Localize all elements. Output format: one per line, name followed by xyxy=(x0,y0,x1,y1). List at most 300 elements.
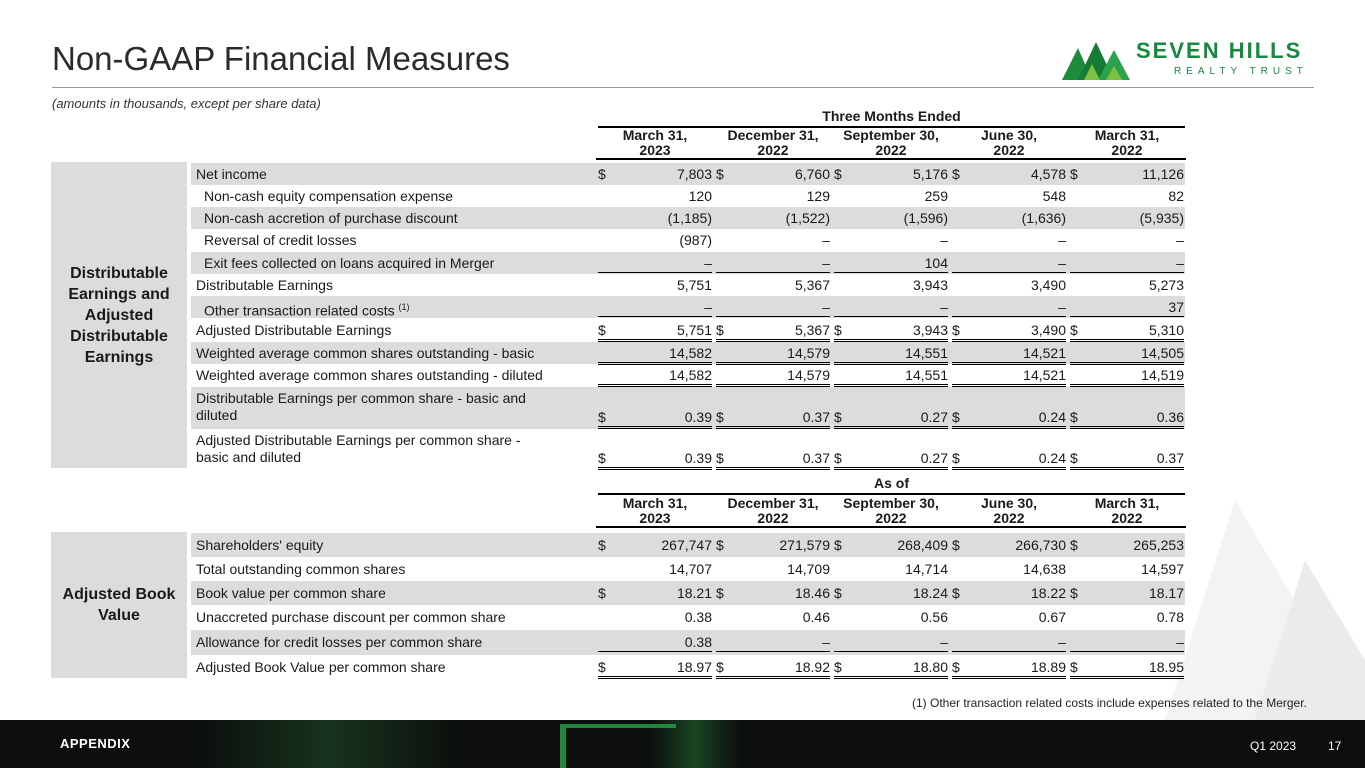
cell-value: 5,367 xyxy=(794,277,830,293)
cell-value: 18.24 xyxy=(912,585,948,601)
value-cell xyxy=(598,537,712,554)
row-label xyxy=(196,537,323,554)
row-label-text: Weighted average common shares outstanding - diluted xyxy=(196,367,543,383)
table-row xyxy=(191,207,1185,229)
value-cell xyxy=(952,322,1066,342)
value-cell xyxy=(1070,255,1184,273)
value-cell xyxy=(598,166,712,183)
row-label-text: Total outstanding common shares xyxy=(196,561,406,577)
value-cell xyxy=(834,255,948,273)
cell-value: – xyxy=(1176,634,1184,650)
value-cell xyxy=(716,255,830,273)
cell-value: (1,596) xyxy=(903,210,948,226)
cell-value: 0.38 xyxy=(684,609,712,625)
cell-value: – xyxy=(822,299,830,315)
value-cell xyxy=(598,561,712,578)
value-cell xyxy=(952,277,1066,294)
as-of-header: As of xyxy=(598,475,1185,495)
value-cell xyxy=(716,561,830,578)
currency-symbol: $ xyxy=(834,166,842,182)
currency-symbol: $ xyxy=(834,537,842,553)
column-header xyxy=(714,496,832,528)
currency-symbol: $ xyxy=(716,537,724,553)
value-cell xyxy=(952,345,1066,365)
cell-value: 3,943 xyxy=(912,277,948,293)
column-header-year: 2023 xyxy=(639,142,671,158)
value-cell xyxy=(834,659,948,679)
table-row xyxy=(191,163,1185,185)
value-cell xyxy=(716,450,830,470)
amounts-note: (amounts in thousands, except per share data) xyxy=(52,96,321,111)
distributable-earnings-side-label: Distributable Earnings and Adjusted Distributable Earnings xyxy=(51,162,187,468)
column-header xyxy=(596,128,714,160)
table-row xyxy=(191,296,1185,318)
cell-value: 18.89 xyxy=(1030,659,1066,675)
cell-value: 18.17 xyxy=(1148,585,1184,601)
value-cell xyxy=(716,322,830,342)
value-cell xyxy=(1070,409,1184,429)
column-header xyxy=(950,496,1068,528)
currency-symbol: $ xyxy=(598,409,606,425)
cell-value: (5,935) xyxy=(1139,210,1184,226)
value-cell xyxy=(952,609,1066,626)
currency-symbol: $ xyxy=(598,450,606,466)
currency-symbol: $ xyxy=(1070,585,1078,601)
table-row xyxy=(191,581,1185,605)
currency-symbol: $ xyxy=(952,450,960,466)
row-label xyxy=(196,585,386,602)
cell-value: 0.27 xyxy=(920,409,948,425)
column-header-year: 2022 xyxy=(875,510,907,526)
table-row xyxy=(191,274,1185,296)
value-cell xyxy=(598,367,712,387)
row-label xyxy=(196,634,482,651)
value-cell xyxy=(598,232,712,249)
cell-value: – xyxy=(1058,255,1066,271)
value-cell xyxy=(1070,537,1184,554)
currency-symbol: $ xyxy=(952,322,960,338)
column-header-period: March 31, xyxy=(622,127,688,143)
cell-value: – xyxy=(940,634,948,650)
cell-value: 0.27 xyxy=(920,450,948,466)
cell-value: (1,185) xyxy=(667,210,712,226)
column-header-period: March 31, xyxy=(622,495,688,511)
cell-value: 120 xyxy=(688,188,712,204)
currency-symbol: $ xyxy=(716,659,724,675)
row-label-text: Unaccreted purchase discount per common share xyxy=(196,609,506,625)
cell-value: 14,707 xyxy=(669,561,712,577)
value-cell xyxy=(598,210,712,227)
cell-value: 14,505 xyxy=(1141,345,1184,361)
cell-value: 267,747 xyxy=(661,537,712,553)
three-months-ended-header: Three Months Ended xyxy=(598,108,1185,128)
column-header xyxy=(832,496,950,528)
cell-value: 82 xyxy=(1168,188,1184,204)
table-row xyxy=(191,630,1185,655)
cell-value: 0.39 xyxy=(684,409,712,425)
row-label-text: Adjusted Distributable Earnings xyxy=(196,322,392,338)
table-row xyxy=(191,185,1185,207)
value-cell xyxy=(952,450,1066,470)
cell-value: 266,730 xyxy=(1015,537,1066,553)
value-cell xyxy=(1070,277,1184,294)
table-row xyxy=(191,429,1185,470)
cell-value: 14,521 xyxy=(1023,345,1066,361)
value-cell xyxy=(952,659,1066,679)
cell-value: – xyxy=(822,232,830,248)
row-label xyxy=(196,166,267,183)
row-label xyxy=(196,561,405,578)
cell-value: – xyxy=(704,255,712,271)
column-header xyxy=(714,128,832,160)
mountains-logo-icon xyxy=(1062,40,1134,80)
cell-value: 0.24 xyxy=(1038,409,1066,425)
value-cell xyxy=(834,537,948,554)
row-label xyxy=(196,659,446,676)
cell-value: 5,367 xyxy=(794,322,830,338)
cell-value: 6,760 xyxy=(794,166,830,182)
currency-symbol: $ xyxy=(716,409,724,425)
cell-value: 14,709 xyxy=(787,561,830,577)
row-label-text: Exit fees collected on loans acquired in Merger xyxy=(204,255,495,271)
row-label-text: Adjusted Book Value per common share xyxy=(196,659,446,675)
value-cell xyxy=(834,450,948,470)
currency-symbol: $ xyxy=(952,659,960,675)
currency-symbol: $ xyxy=(1070,659,1078,675)
cell-value: 0.37 xyxy=(802,409,830,425)
cell-value: 14,551 xyxy=(905,367,948,383)
row-label xyxy=(204,210,458,227)
column-header xyxy=(832,128,950,160)
cell-value: – xyxy=(822,255,830,271)
value-cell xyxy=(598,299,712,317)
cell-value: 104 xyxy=(924,255,948,271)
value-cell xyxy=(716,634,830,652)
table-row xyxy=(191,252,1185,274)
value-cell xyxy=(598,255,712,273)
cell-value: 5,751 xyxy=(676,322,712,338)
table-row xyxy=(191,387,1185,429)
cell-value: (987) xyxy=(679,232,712,248)
value-cell xyxy=(834,609,948,626)
value-cell xyxy=(716,188,830,205)
value-cell xyxy=(952,367,1066,387)
cell-value: 268,409 xyxy=(897,537,948,553)
footnote-marker: (1) xyxy=(398,302,410,312)
value-cell xyxy=(1070,299,1184,317)
logo-subtitle: REALTY TRUST xyxy=(1174,66,1308,77)
cell-value: 5,751 xyxy=(676,277,712,293)
column-header xyxy=(1068,496,1186,528)
value-cell xyxy=(952,409,1066,429)
row-label-text: Non-cash equity compensation expense xyxy=(204,188,454,204)
column-header-period: June 30, xyxy=(980,495,1038,511)
value-cell xyxy=(598,322,712,342)
footer-background-image xyxy=(200,720,460,768)
cell-value: 14,551 xyxy=(905,345,948,361)
currency-symbol: $ xyxy=(598,537,606,553)
row-label xyxy=(196,432,521,466)
value-cell xyxy=(598,659,712,679)
currency-symbol: $ xyxy=(834,409,842,425)
cell-value: 18.92 xyxy=(794,659,830,675)
currency-symbol: $ xyxy=(952,409,960,425)
value-cell xyxy=(834,299,948,317)
value-cell xyxy=(834,210,948,227)
cell-value: 0.46 xyxy=(802,609,830,625)
footnote: (1) Other transaction related costs include expenses related to the Merger. xyxy=(912,696,1307,710)
value-cell xyxy=(834,345,948,365)
currency-symbol: $ xyxy=(598,322,606,338)
currency-symbol: $ xyxy=(834,322,842,338)
cell-value: – xyxy=(940,232,948,248)
cell-value: 11,126 xyxy=(1142,166,1184,182)
column-header xyxy=(1068,128,1186,160)
cell-value: 0.24 xyxy=(1038,450,1066,466)
row-label-text: Net income xyxy=(196,166,267,182)
cell-value: 548 xyxy=(1042,188,1066,204)
value-cell xyxy=(598,345,712,365)
cell-value: 4,578 xyxy=(1030,166,1066,182)
cell-value: 14,582 xyxy=(669,367,712,383)
column-header-year: 2022 xyxy=(757,142,789,158)
value-cell xyxy=(598,609,712,626)
cell-value: – xyxy=(1176,232,1184,248)
value-cell xyxy=(598,409,712,429)
value-cell xyxy=(716,537,830,554)
currency-symbol: $ xyxy=(598,166,606,182)
table-row xyxy=(191,319,1185,341)
column-header-period: December 31, xyxy=(727,127,819,143)
row-label-text: Shareholders' equity xyxy=(196,537,324,553)
cell-value: 129 xyxy=(806,188,830,204)
value-cell xyxy=(1070,634,1184,652)
cell-value: 14,582 xyxy=(669,345,712,361)
column-header-period: March 31, xyxy=(1094,127,1160,143)
currency-symbol: $ xyxy=(598,659,606,675)
currency-symbol: $ xyxy=(716,585,724,601)
cell-value: – xyxy=(1058,299,1066,315)
value-cell xyxy=(952,634,1066,652)
column-header-period: September 30, xyxy=(843,495,939,511)
currency-symbol: $ xyxy=(834,585,842,601)
row-label-line: Distributable Earnings per common share - basic and xyxy=(196,390,526,406)
value-cell xyxy=(716,367,830,387)
column-header-period: September 30, xyxy=(843,127,939,143)
cell-value: 5,273 xyxy=(1148,277,1184,293)
cell-value: 14,579 xyxy=(787,367,830,383)
column-header xyxy=(596,496,714,528)
cell-value: 5,310 xyxy=(1148,322,1184,338)
value-cell xyxy=(716,299,830,317)
column-header-period: March 31, xyxy=(1094,495,1160,511)
value-cell xyxy=(716,409,830,429)
value-cell xyxy=(1070,450,1184,470)
value-cell xyxy=(598,585,712,602)
value-cell xyxy=(716,585,830,602)
footer-green-frame xyxy=(560,724,676,768)
row-label xyxy=(204,232,357,249)
row-label xyxy=(196,277,333,294)
currency-symbol: $ xyxy=(716,322,724,338)
cell-value: 18.22 xyxy=(1030,585,1066,601)
value-cell xyxy=(834,322,948,342)
value-cell xyxy=(834,585,948,602)
currency-symbol: $ xyxy=(834,659,842,675)
table-row xyxy=(191,557,1185,581)
value-cell xyxy=(952,537,1066,554)
company-logo xyxy=(1062,38,1322,82)
value-cell xyxy=(716,609,830,626)
currency-symbol: $ xyxy=(1070,450,1078,466)
value-cell xyxy=(716,232,830,249)
currency-symbol: $ xyxy=(834,450,842,466)
value-cell xyxy=(952,585,1066,602)
table-row xyxy=(191,342,1185,364)
value-cell xyxy=(952,299,1066,317)
value-cell xyxy=(716,345,830,365)
cell-value: – xyxy=(1058,232,1066,248)
value-cell xyxy=(1070,188,1184,205)
column-header-year: 2022 xyxy=(1111,510,1143,526)
value-cell xyxy=(952,232,1066,249)
value-cell xyxy=(598,450,712,470)
currency-symbol: $ xyxy=(952,585,960,601)
column-header-period: June 30, xyxy=(980,127,1038,143)
cell-value: 5,176 xyxy=(912,166,948,182)
value-cell xyxy=(952,188,1066,205)
cell-value: 259 xyxy=(924,188,948,204)
currency-symbol: $ xyxy=(1070,322,1078,338)
column-header-period: December 31, xyxy=(727,495,819,511)
column-header-year: 2022 xyxy=(993,510,1025,526)
value-cell xyxy=(1070,345,1184,365)
value-cell xyxy=(834,367,948,387)
currency-symbol: $ xyxy=(598,585,606,601)
cell-value: 14,579 xyxy=(787,345,830,361)
table-row xyxy=(191,533,1185,557)
currency-symbol: $ xyxy=(716,450,724,466)
row-label-text: Weighted average common shares outstanding - basic xyxy=(196,345,535,361)
column-header-year: 2023 xyxy=(639,510,671,526)
logo-name: SEVEN HILLS xyxy=(1136,38,1303,63)
value-cell xyxy=(598,277,712,294)
cell-value: 0.38 xyxy=(684,634,712,650)
cell-value: 0.37 xyxy=(802,450,830,466)
column-header-year: 2022 xyxy=(875,142,907,158)
row-label xyxy=(204,188,453,205)
value-cell xyxy=(716,210,830,227)
cell-value: – xyxy=(822,634,830,650)
cell-value: 14,638 xyxy=(1023,561,1066,577)
cell-value: 0.36 xyxy=(1156,409,1184,425)
cell-value: 0.37 xyxy=(1156,450,1184,466)
row-label-text: Other transaction related costs xyxy=(204,302,395,319)
currency-symbol: $ xyxy=(1070,409,1078,425)
row-label-text: Book value per common share xyxy=(196,585,386,601)
row-label-line: basic and diluted xyxy=(196,449,302,465)
value-cell xyxy=(952,166,1066,183)
cell-value: 265,253 xyxy=(1133,537,1184,553)
page-title: Non-GAAP Financial Measures xyxy=(52,40,510,77)
row-label xyxy=(196,345,534,362)
cell-value: 3,943 xyxy=(912,322,948,338)
column-header-year: 2022 xyxy=(993,142,1025,158)
row-label-line: Adjusted Distributable Earnings per common share - xyxy=(196,432,521,448)
footer-bar xyxy=(0,720,1365,768)
value-cell xyxy=(716,166,830,183)
cell-value: 18.97 xyxy=(676,659,712,675)
row-label xyxy=(196,322,391,339)
value-cell xyxy=(1070,659,1184,679)
page-number: 17 xyxy=(1328,739,1342,753)
currency-symbol: $ xyxy=(716,166,724,182)
value-cell xyxy=(952,210,1066,227)
value-cell xyxy=(1070,609,1184,626)
cell-value: 18.95 xyxy=(1148,659,1184,675)
row-label xyxy=(196,367,543,384)
value-cell xyxy=(952,561,1066,578)
row-label-line: diluted xyxy=(196,407,238,423)
value-cell xyxy=(952,255,1066,273)
footer-quarter: Q1 2023 xyxy=(1250,739,1297,753)
column-header xyxy=(950,128,1068,160)
currency-symbol: $ xyxy=(1070,537,1078,553)
row-label xyxy=(196,609,506,626)
title-divider xyxy=(52,87,1314,88)
column-header-year: 2022 xyxy=(1111,142,1143,158)
cell-value: 7,803 xyxy=(676,166,712,182)
cell-value: 37 xyxy=(1168,299,1184,315)
cell-value: (1,522) xyxy=(785,210,830,226)
column-header-year: 2022 xyxy=(757,510,789,526)
cell-value: 14,519 xyxy=(1141,367,1184,383)
cell-value: 18.80 xyxy=(912,659,948,675)
background-triangle-decoration xyxy=(1165,500,1365,720)
value-cell xyxy=(1070,585,1184,602)
value-cell xyxy=(1070,166,1184,183)
table-row xyxy=(191,655,1185,679)
cell-value: 0.67 xyxy=(1038,609,1066,625)
table-row xyxy=(191,229,1185,251)
value-cell xyxy=(834,232,948,249)
row-label-text: Reversal of credit losses xyxy=(204,232,357,248)
currency-symbol: $ xyxy=(952,537,960,553)
row-label-text: Allowance for credit losses per common share xyxy=(196,634,483,650)
value-cell xyxy=(834,188,948,205)
value-cell xyxy=(716,659,830,679)
value-cell xyxy=(834,409,948,429)
value-cell xyxy=(598,188,712,205)
value-cell xyxy=(834,634,948,652)
table-row xyxy=(191,605,1185,630)
table-row xyxy=(191,364,1185,386)
value-cell xyxy=(1070,210,1184,227)
currency-symbol: $ xyxy=(952,166,960,182)
cell-value: 14,597 xyxy=(1141,561,1184,577)
row-label xyxy=(204,255,494,272)
cell-value: 0.39 xyxy=(684,450,712,466)
value-cell xyxy=(834,166,948,183)
cell-value: 3,490 xyxy=(1030,322,1066,338)
footer-section-label: APPENDIX xyxy=(60,736,131,751)
cell-value: – xyxy=(1176,255,1184,271)
row-label-text: Non-cash accretion of purchase discount xyxy=(204,210,458,226)
row-label xyxy=(204,299,410,320)
row-label-text: Distributable Earnings xyxy=(196,277,333,293)
currency-symbol: $ xyxy=(1070,166,1078,182)
value-cell xyxy=(1070,561,1184,578)
